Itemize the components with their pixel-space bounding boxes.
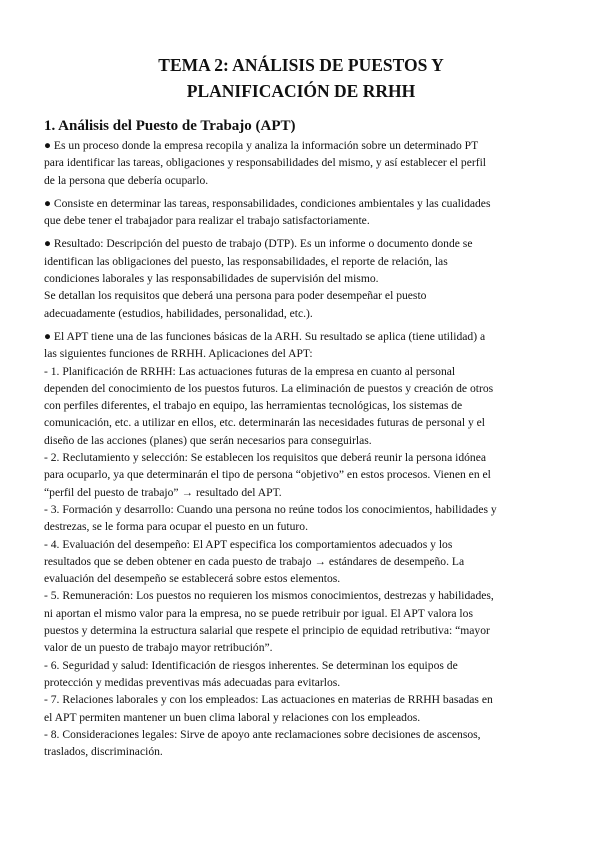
text-line: ● Resultado: Descripción del puesto de trabajo (DTP). Es un informe o documento donde se <box>44 237 473 251</box>
text-line: - 3. Formación y desarrollo: Cuando una persona no reúne todos los conocimientos, habilidades y <box>44 502 497 516</box>
page-title-line-2: PLANIFICACIÓN DE RRHH <box>186 81 416 101</box>
text-line: para identificar las tareas, obligaciones y responsabilidades del mismo, y así establecer el perfil <box>44 156 487 170</box>
text-line: condiciones laborales y las responsabilidades de supervisión del mismo. <box>44 272 379 286</box>
text-line: - 7. Relaciones laborales y con los empleados: Las actuaciones en materias de RRHH basadas en <box>44 693 493 707</box>
text-line: - 8. Consideraciones legales: Sirve de apoyo ante reclamaciones sobre decisiones de ascensos, <box>44 727 481 741</box>
text-line: las siguientes funciones de RRHH. Aplicaciones del APT: <box>44 347 313 361</box>
list-item-remuneracion <box>44 587 558 656</box>
text-line: diseño de las acciones (planes) que serán necesarios para conseguirlas. <box>44 433 372 447</box>
text-line: evaluación del desempeño se establecerá sobre estos elementos. <box>44 572 341 586</box>
text-line: ni aportan el mismo valor para la empresa, no se puede retribuir por igual. El APT valora los <box>44 606 473 620</box>
text-line: Se detallan los requisitos que deberá una persona para poder desempeñar el puesto <box>44 289 427 303</box>
text-line: destrezas, se le forma para ocupar el puesto en un futuro. <box>44 520 308 534</box>
text-line: de la persona que debería ocuparlo. <box>44 173 209 187</box>
text-line: - 4. Evaluación del desempeño: El APT especifica los comportamientos adecuados y los <box>44 537 453 551</box>
list-item-evaluacion <box>44 536 558 588</box>
paragraph-consiste <box>44 195 558 230</box>
text-line: “perfil del puesto de trabajo” → resultado del APT. <box>44 485 282 499</box>
paragraph-resultado <box>44 235 558 321</box>
text-line: ● Consiste en determinar las tareas, responsabilidades, condiciones ambientales y las cualidades <box>44 196 491 210</box>
list-item-reclutamiento <box>44 449 558 501</box>
list-item-seguridad <box>44 657 558 692</box>
text-line: - 5. Remuneración: Los puestos no requieren los mismos conocimientos, destrezas y habilidades, <box>44 589 494 603</box>
text-line: identifican las obligaciones del puesto, las responsabilidades, el reporte de relación, las <box>44 254 448 268</box>
list-item-formacion <box>44 501 558 536</box>
text-line: - 2. Reclutamiento y selección: Se establecen los requisitos que deberá reunir la persona idónea <box>44 451 487 465</box>
text-line: para ocuparlo, ya que determinarán el tipo de persona “objetivo” en estos procesos. Vienen en el <box>44 468 491 482</box>
text-line: adecuadamente (estudios, habilidades, personalidad, etc.). <box>44 306 313 320</box>
text-line: valor de un puesto de trabajo mayor retribución”. <box>44 641 273 655</box>
text-line: protección y medidas preventivas más adecuadas para evitarlos. <box>44 675 341 689</box>
list-item-legales <box>44 726 558 761</box>
section-heading: 1. Análisis del Puesto de Trabajo (APT) <box>44 118 296 134</box>
paragraph-aplicaciones <box>44 328 558 760</box>
text-line: resultados que se deben obtener en cada puesto de trabajo → estándares de desempeño. La <box>44 554 465 568</box>
text-line: con perfiles diferentes, el trabajo en equipo, las herramientas tecnológicas, los sistemas de <box>44 399 463 413</box>
text-line: - 6. Seguridad y salud: Identificación de riesgos inherentes. Se determinan los equipos de <box>44 658 458 672</box>
page-title <box>44 52 558 104</box>
text-line: que debe tener el trabajador para realizar el trabajo satisfactoriamente. <box>44 214 370 228</box>
text-line: ● El APT tiene una de las funciones básicas de la ARH. Su resultado se aplica (tiene utilidad) a <box>44 329 486 343</box>
list-item-relaciones <box>44 691 558 726</box>
text-line: dependen del conocimiento de los puestos futuros. La eliminación de puestos y creación de otros <box>44 381 494 395</box>
text-line: el APT permiten mantener un buen clima laboral y relaciones con los empleados. <box>44 710 421 724</box>
text-line: puestos y determina la estructura salarial que respete el principio de equidad retributiva: “mayor <box>44 624 490 638</box>
paragraph-definition <box>44 137 558 189</box>
list-item-planificacion <box>44 363 558 449</box>
text-line: - 1. Planificación de RRHH: Las actuaciones futuras de la empresa en cuanto al personal <box>44 364 456 378</box>
text-line: ● Es un proceso donde la empresa recopila y analiza la información sobre un determinado PT <box>44 139 479 152</box>
page-title-line-1: TEMA 2: ANÁLISIS DE PUESTOS Y <box>158 55 444 75</box>
text-line: comunicación, etc. a utilizar en ellos, etc. determinarán las necesidades futuras de personal y el <box>44 416 486 430</box>
text-line: traslados, discriminación. <box>44 745 163 759</box>
